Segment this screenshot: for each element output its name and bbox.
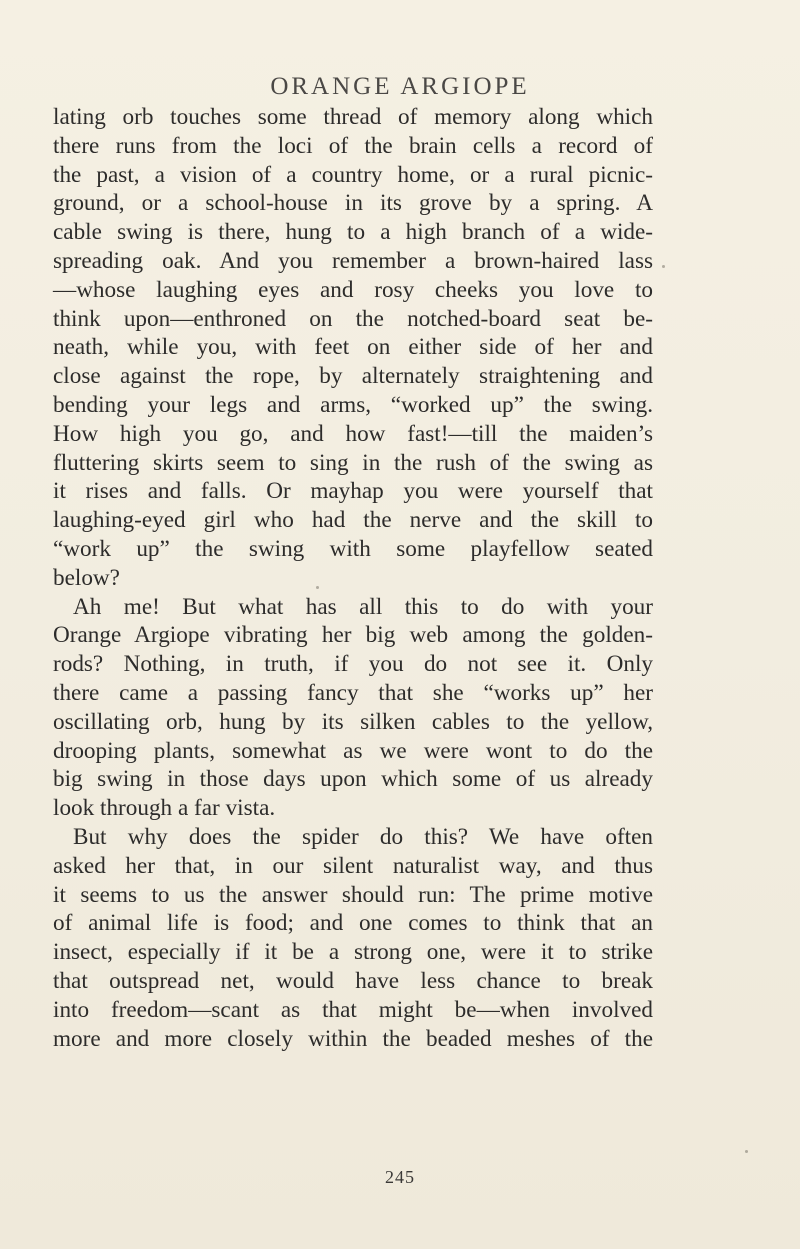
text-line-11: bending your legs and arms, “worked up” the swing. <box>53 391 653 418</box>
text-line-17: below? <box>53 564 120 591</box>
text-line-26: But why does the spider do this? We have often <box>73 823 653 850</box>
text-line-22: oscillating orb, hung by its silken cables to the yellow, <box>53 708 653 735</box>
text-line-28: it seems to us the answer should run: The prime motive <box>53 881 653 908</box>
text-line-24: big swing in those days upon which some of us already <box>53 766 653 793</box>
text-line-32: into freedom—scant as that might be—when involved <box>53 996 653 1023</box>
text-line-19: Orange Argiope vibrating her big web among the golden- <box>53 622 653 649</box>
page-number: 245 <box>385 1167 415 1187</box>
text-line-6: spreading oak. And you remember a brown-haired lass <box>53 247 653 274</box>
text-line-8: think upon—enthroned on the notched-board seat be- <box>53 305 653 332</box>
text-line-4: ground, or a school-house in its grove by a spring. A <box>53 190 653 217</box>
text-line-25: look through a far vista. <box>53 795 276 822</box>
text-line-10: close against the rope, by alternately straightening and <box>53 363 653 390</box>
text-line-7: —whose laughing eyes and rosy cheeks you love to <box>53 276 653 303</box>
body-text <box>53 103 653 1053</box>
text-line-1: lating orb touches some thread of memory along which <box>53 104 653 130</box>
text-line-30: insect, especially if it be a strong one, were it to strike <box>53 939 653 966</box>
text-line-16: “work up” the swing with some playfellow seated <box>53 535 653 562</box>
text-line-20: rods? Nothing, in truth, if you do not see it. Only <box>53 651 653 678</box>
text-line-27: asked her that, in our silent naturalist way, and thus <box>53 852 653 879</box>
text-line-29: of animal life is food; and one comes to think that an <box>53 910 653 937</box>
text-line-13: fluttering skirts seem to sing in the rush of the swing as <box>53 449 653 476</box>
text-line-2: there runs from the loci of the brain cells a record of <box>53 132 653 159</box>
text-line-15: laughing-eyed girl who had the nerve and the skill to <box>53 507 653 534</box>
paper-speck <box>745 1150 748 1153</box>
text-line-3: the past, a vision of a country home, or a rural picnic- <box>53 161 653 188</box>
text-line-9: neath, while you, with feet on either side of her and <box>53 334 653 361</box>
text-line-18: Ah me! But what has all this to do with your <box>73 593 653 620</box>
text-line-14: it rises and falls. Or mayhap you were yourself that <box>53 478 653 505</box>
paper-speck <box>662 265 665 268</box>
text-line-33: more and more closely within the beaded meshes of the <box>53 1025 653 1052</box>
paper-speck <box>316 586 319 589</box>
text-line-31: that outspread net, would have less chance to break <box>53 967 653 994</box>
text-line-23: drooping plants, somewhat as we were wont to do the <box>53 737 653 764</box>
text-line-12: How high you go, and how fast!—till the maiden’s <box>53 420 653 447</box>
text-line-5: cable swing is there, hung to a high branch of a wide- <box>53 219 653 246</box>
running-head: ORANGE ARGIOPE <box>270 73 530 100</box>
text-line-21: there came a passing fancy that she “works up” her <box>53 679 653 706</box>
